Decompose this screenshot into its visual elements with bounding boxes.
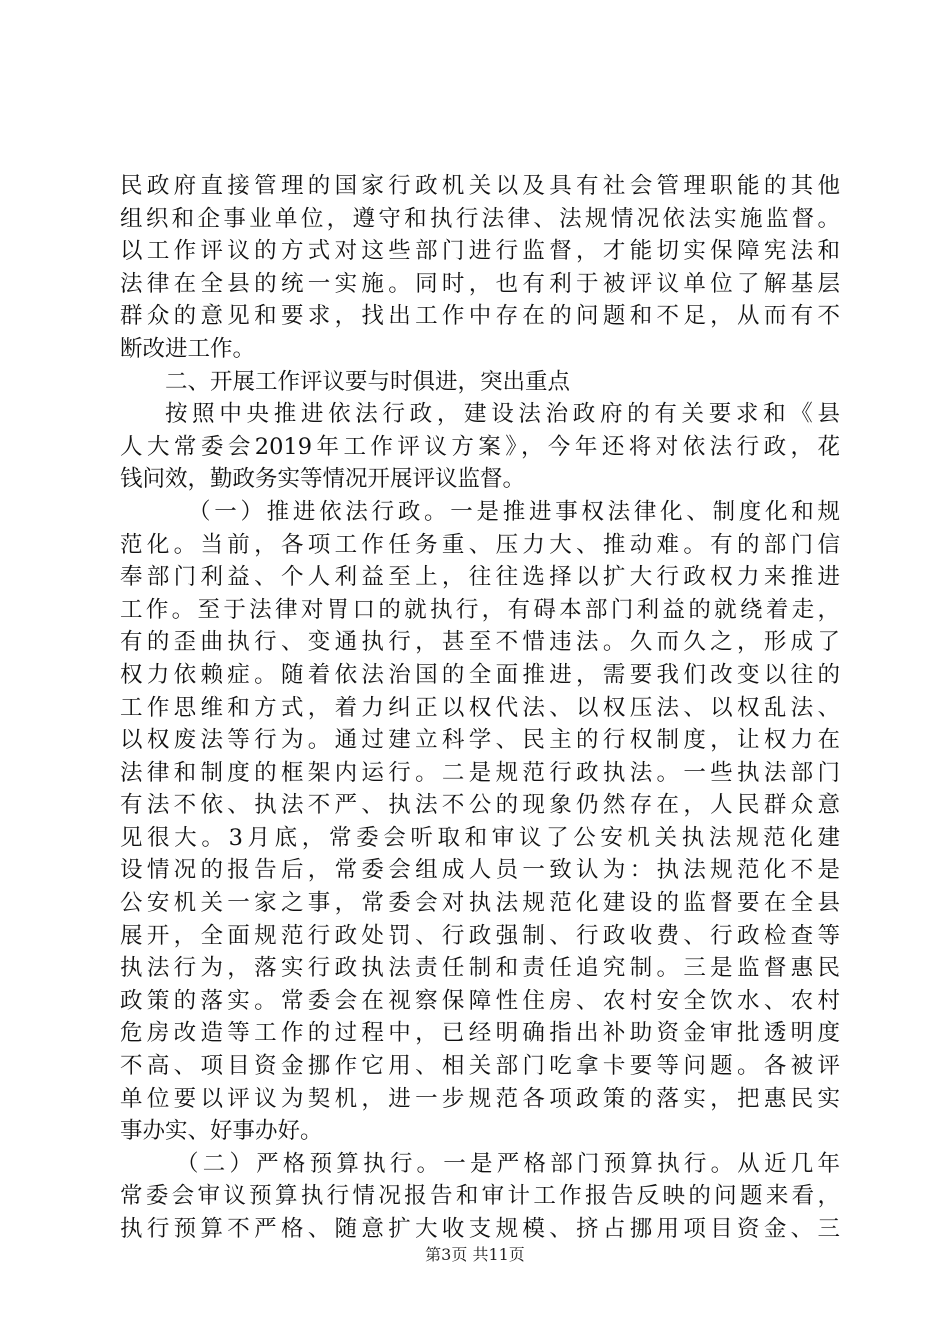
text-line: 危房改造等工作的过程中，已经明确指出补助资金审批透明度	[120, 1020, 840, 1047]
body-text	[120, 170, 840, 1246]
text-line: 工作。至于法律对胃口的就执行，有碍本部门利益的就绕着走，	[120, 596, 840, 623]
text-line: 政策的落实。常委会在视察保障性住房、农村安全饮水、农村	[120, 987, 840, 1014]
page-footer: 第3页 共11页	[425, 1245, 525, 1264]
text-line: 组织和企事业单位，遵守和执行法律、法规情况依法实施监督。	[120, 205, 840, 232]
text-line: 钱问效，勤政务实等情况开展评议监督。	[120, 466, 526, 493]
text-line: 法律和制度的框架内运行。二是规范行政执法。一些执法部门	[120, 759, 840, 786]
text-line: 公安机关一家之事，常委会对执法规范化建设的监督要在全县	[120, 890, 840, 917]
text-line: 范化。当前，各项工作任务重、压力大、推动难。有的部门信	[120, 531, 840, 558]
subsection-start: （一）推进依法行政。一是推进事权法律化、制度化和规	[188, 498, 840, 525]
text-line: 法律在全县的统一实施。同时，也有利于被评议单位了解基层	[120, 270, 840, 297]
text-line: 执法行为，落实行政执法责任制和责任追究制。三是监督惠民	[120, 955, 840, 982]
text-line: 有法不依、执法不严、执法不公的现象仍然存在，人民群众意	[120, 792, 840, 819]
subsection-start: （二）严格预算执行。一是严格部门预算执行。从近几年	[176, 1150, 840, 1177]
text-line: 民政府直接管理的国家行政机关以及具有社会管理职能的其他	[120, 173, 840, 199]
text-line: 见很大。3月底，常委会听取和审议了公安机关执法规范化建	[120, 824, 840, 851]
text-line: 执行预算不严格、随意扩大收支规模、挤占挪用项目资金、三	[120, 1216, 840, 1242]
text-line: 人大常委会2019年工作评议方案》，今年还将对依法行政，花	[120, 433, 840, 460]
text-line: 不高、项目资金挪作它用、相关部门吃拿卡要等问题。各被评	[120, 1053, 840, 1080]
text-line: 常委会审议预算执行情况报告和审计工作报告反映的问题来看，	[120, 1183, 840, 1210]
text-line: 事办实、好事办好。	[120, 1118, 323, 1145]
text-line: 展开，全面规范行政处罚、行政强制、行政收费、行政检查等	[120, 922, 840, 949]
text-line: 奉部门利益、个人利益至上，往往选择以扩大行政权力来推进	[120, 564, 840, 591]
text-line: 断改进工作。	[120, 335, 256, 362]
text-line: 设情况的报告后，常委会组成人员一致认为：执法规范化不是	[120, 857, 840, 884]
text-line: 以工作评议的方式对这些部门进行监督，才能切实保障宪法和	[120, 238, 840, 265]
text-line: 权力依赖症。随着依法治国的全面推进，需要我们改变以往的	[120, 661, 840, 688]
text-line: 群众的意见和要求，找出工作中存在的问题和不足，从而有不	[120, 303, 840, 330]
text-line: 按照中央推进依法行政，建设法治政府的有关要求和《县	[165, 401, 840, 428]
text-line: 有的歪曲执行、变通执行，甚至不惜违法。久而久之，形成了	[120, 629, 840, 656]
text-line: 单位要以评议为契机，进一步规范各项政策的落实，把惠民实	[120, 1085, 840, 1112]
section-heading: 二、开展工作评议要与时俱进，突出重点	[165, 368, 571, 395]
text-line: 以权废法等行为。通过建立科学、民主的行权制度，让权力在	[120, 727, 840, 754]
text-line: 工作思维和方式，着力纠正以权代法、以权压法、以权乱法、	[120, 694, 840, 721]
